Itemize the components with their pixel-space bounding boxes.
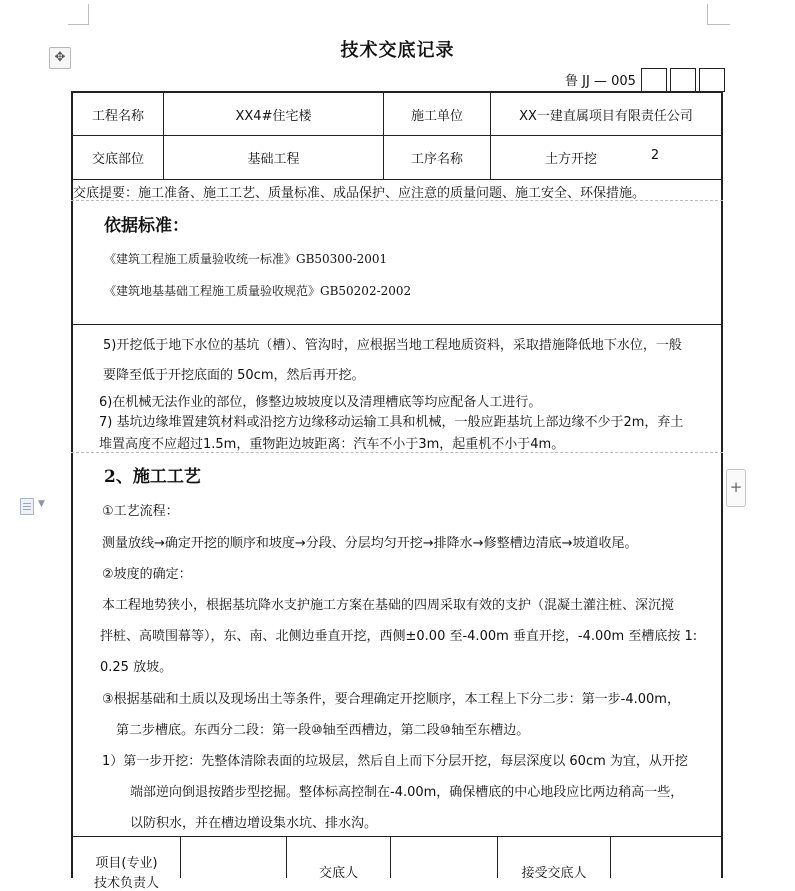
process-line: 1）第一步开挖：先整体清除表面的垃圾层，然后自上而下分层开挖，每层深度以 60cm 为宜，从开挖	[102, 754, 688, 769]
process-line: ②坡度的确定：	[102, 567, 192, 582]
tech-lead-label-2: 技术负责人	[93, 876, 159, 891]
document-title: 技术交底记录	[340, 40, 455, 61]
basis-item: 《建筑地基基础工程施工质量验收规范》GB50202-2002	[104, 284, 412, 298]
process-line: 端部逆向倒退按踏步型挖掘。整体标高控制在-4.00m，确保槽底的中心地段应比两边稍高一些，	[130, 785, 684, 800]
process-number[interactable]: 2	[650, 148, 660, 163]
code-box-3[interactable]	[699, 68, 725, 92]
dashed-divider	[71, 452, 723, 453]
process-line: 本工程地势狭小，根据基坑降水支护施工方案在基础的四周采取有效的支护（混凝土灌注桩、深沉搅	[102, 598, 675, 613]
contractor-value[interactable]: XX一建直属项目有限责任公司	[519, 109, 693, 124]
table-col-rule	[180, 836, 181, 878]
table-rule	[71, 836, 723, 837]
process-value[interactable]: 土方开挖	[544, 152, 597, 167]
note-line: 6)在机械无法作业的部位，修整边坡坡度以及清理槽底等均应配备人工进行。	[99, 395, 542, 410]
receiver-label: 接受交底人	[521, 866, 587, 881]
process-line: 以防积水，并在槽边增设集水坑、排水沟。	[130, 816, 378, 831]
form-code: 鲁 JJ — 005	[565, 74, 636, 89]
tech-lead-label: 项目(专业)	[95, 856, 158, 871]
project-name-label: 工程名称	[91, 109, 144, 124]
basis-item: 《建筑工程施工质量验收统一标准》GB50300-2001	[104, 252, 388, 266]
page-corner-mark-left	[68, 4, 89, 25]
process-line: 拌桩、高喷围幕等），东、南、北侧边垂直开挖，西侧±0.00 至-4.00m 垂直开挖，-4.00m 至槽底按 1:	[100, 629, 698, 644]
basis-heading: 依据标准：	[104, 216, 189, 236]
chevron-down-icon: ▼	[38, 499, 45, 509]
process-label: 工序名称	[410, 152, 463, 167]
table-col-rule	[390, 836, 391, 878]
code-box-1[interactable]	[641, 68, 667, 92]
process-line: 第二步槽底。东西分二段：第一段⑩轴至西槽边，第二段⑩轴至东槽边。	[116, 723, 530, 738]
note-line: 5)开挖低于地下水位的基坑（槽）、管沟时，应根据当地工程地质资料，采取措施降低地下水位，一般	[103, 338, 682, 353]
table-col-rule	[610, 836, 611, 878]
process-line: ①工艺流程：	[102, 504, 179, 519]
note-line: 堆置高度不应超过1.5m，重物距边坡距离：汽车不小于3m，起重机不小于4m。	[99, 437, 565, 452]
section-heading: 2、施工工艺	[104, 467, 201, 487]
table-rule	[71, 324, 723, 325]
note-line: 7) 基坑边缘堆置建筑材料或沿挖方边缘移动运输工具和机械，一般应距基坑上部边缘不少于2m，弃土	[99, 415, 684, 430]
page-corner-mark-right	[707, 4, 730, 25]
part-value[interactable]: 基础工程	[247, 152, 300, 167]
process-line: ③根据基础和土质以及现场出土等条件，要合理确定开挖顺序，本工程上下分二步：第一步-4.00m，	[102, 692, 680, 707]
table-rule	[71, 179, 723, 180]
document-icon	[20, 498, 34, 515]
process-line: 测量放线→确定开挖的顺序和坡度→分段、分层均匀开挖→排降水→修整槽边清底→坡道收尾。	[102, 536, 638, 551]
part-label: 交底部位	[91, 152, 144, 167]
add-row-plus-icon[interactable]: +	[726, 469, 746, 507]
project-name-value[interactable]: XX4#住宅楼	[235, 109, 312, 124]
contractor-label: 施工单位	[410, 109, 463, 124]
process-line: 0.25 放坡。	[100, 660, 173, 675]
document-menu-icon[interactable]	[20, 497, 50, 517]
discloser-label: 交底人	[318, 866, 358, 881]
disclosure-summary: 交底提要：施工准备、施工工艺、质量标准、成品保护、应注意的质量问题、施工安全、环保措施。	[73, 186, 646, 201]
table-rule	[71, 135, 723, 136]
note-line: 要降至低于开挖底面的 50cm，然后再开挖。	[103, 368, 365, 383]
code-box-2[interactable]	[670, 68, 696, 92]
table-move-handle-icon[interactable]: ✥	[49, 47, 71, 69]
